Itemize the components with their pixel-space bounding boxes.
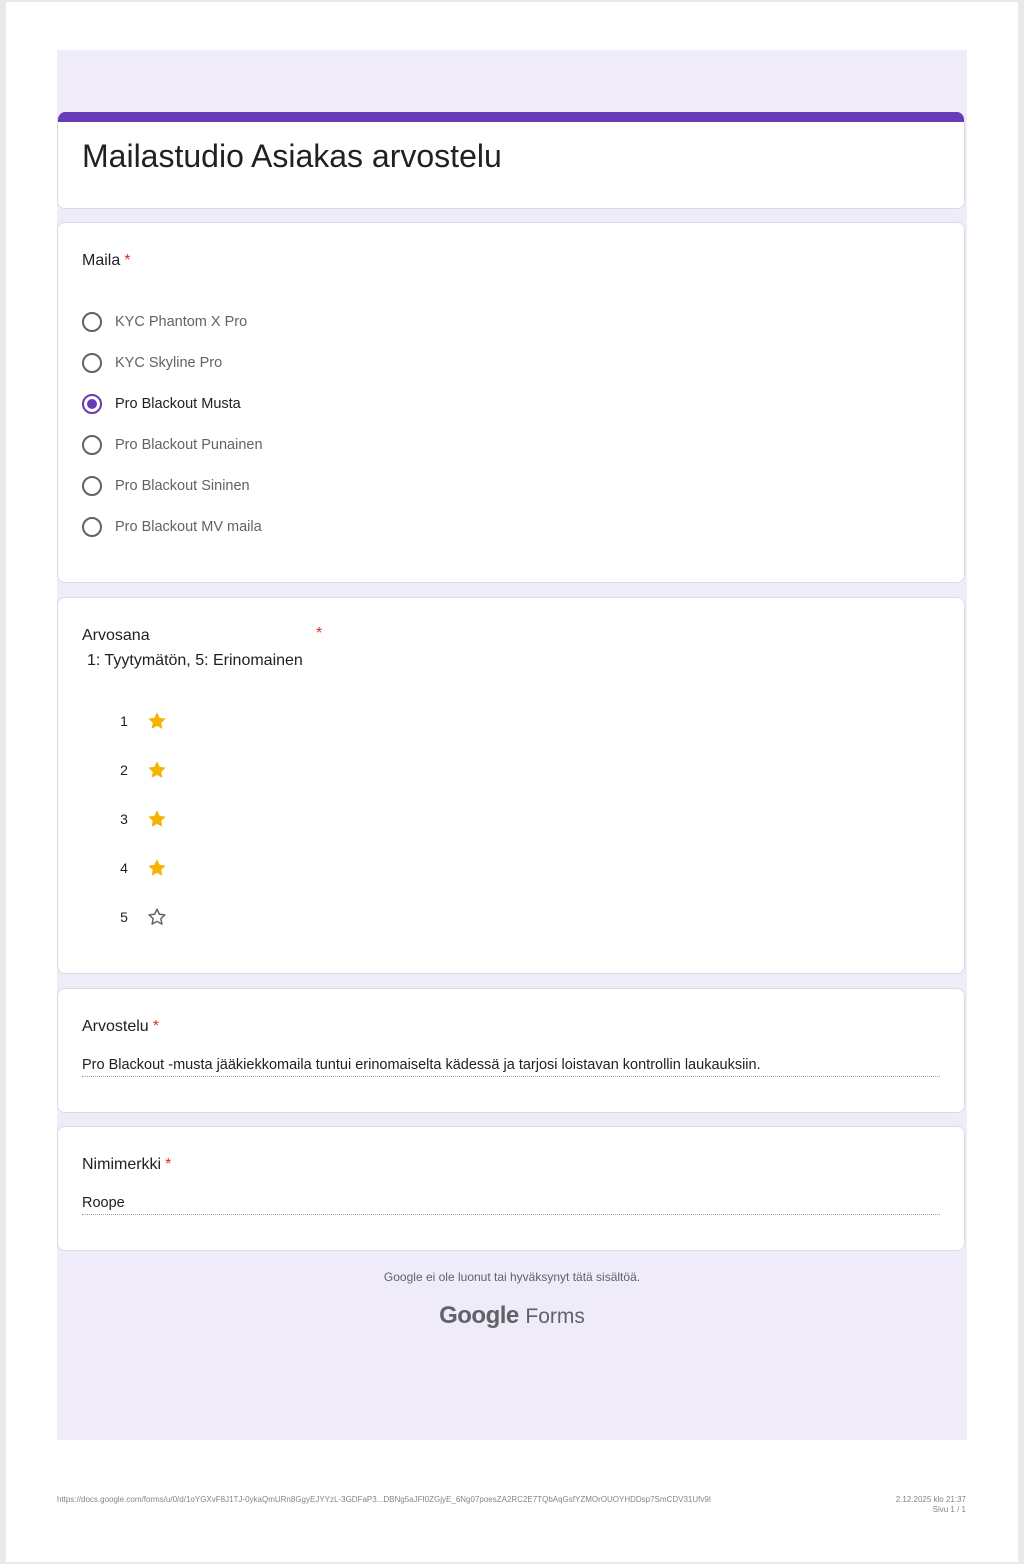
star-filled-icon[interactable] [146,808,168,830]
radio-option-pro-blackout-punainen[interactable] [82,433,263,457]
radio-option-label: Pro Blackout Sininen [115,478,250,494]
rating-option-3[interactable] [116,807,168,831]
rating-option-1[interactable] [116,709,168,733]
rating-number: 3 [120,811,128,827]
required-asterisk: * [165,1156,172,1173]
question-card-nimimerkki [57,1126,965,1251]
question-card-maila [57,222,965,583]
question-title [82,1156,171,1174]
radio-option-label: KYC Skyline Pro [115,355,223,371]
required-asterisk: * [316,625,323,642]
form-accent-bar [58,112,964,122]
question-title-text: Arvostelu [82,1018,149,1035]
required-asterisk: * [152,1018,159,1035]
radio-button-selected[interactable] [82,394,102,414]
star-filled-icon[interactable] [146,710,168,732]
radio-option-label: Pro Blackout MV maila [115,519,262,535]
answer-text-field[interactable]: Pro Blackout -musta jääkiekkomaila tuntui erinomaiselta kädessä ja tarjosi loistavan kontrollin laukauksiin. [82,1057,940,1077]
rating-option-2[interactable] [116,758,168,782]
footer-disclaimer: Google ei ole luonut tai hyväksynyt tätä sisältöä. [383,1270,641,1284]
print-url: https://docs.google.com/forms/u/0/d/1oYGXvF8J1TJ-0ykaQmURn8GgyEJYYzL-3GDFaP3...DBNg5aJFI0ZGjyE_6Ng07poesZA2RC2E7TQbAqGsfYZMOrOUOYHDDsp7SmCDV31Ufv9I [57,1495,712,1504]
radio-button[interactable] [82,476,102,496]
star-filled-icon[interactable] [146,759,168,781]
radio-button[interactable] [82,517,102,537]
radio-button[interactable] [82,353,102,373]
google-logo-text: Google [439,1302,519,1329]
print-date: 2.12.2025 klo 21:37 [895,1495,966,1504]
radio-option-pro-blackout-sininen[interactable] [82,474,250,498]
google-forms-logo[interactable] [57,1302,967,1330]
question-title [82,1018,159,1036]
question-card-arvosana [57,597,965,974]
form-title: Mailastudio Asiakas arvostelu [82,138,502,174]
radio-option-kyc-skyline-pro[interactable] [82,351,222,375]
rating-number: 2 [120,762,128,778]
rating-option-5[interactable] [116,905,168,929]
rating-number: 4 [120,860,128,876]
radio-option-label: Pro Blackout Punainen [115,437,263,453]
rating-number: 5 [120,909,128,925]
radio-option-pro-blackout-musta[interactable] [82,392,241,416]
star-filled-icon[interactable] [146,857,168,879]
question-title [82,252,130,270]
star-outline-icon[interactable] [146,906,168,928]
rating-option-4[interactable] [116,856,168,880]
required-asterisk: * [124,252,131,269]
forms-logo-text: Forms [525,1305,585,1328]
radio-option-label: KYC Phantom X Pro [115,314,248,330]
question-title-text: Arvosana [82,627,150,644]
question-title-text: Maila [82,252,121,269]
rating-number: 1 [120,713,128,729]
radio-option-label: Pro Blackout Musta [115,396,241,412]
radio-option-kyc-phantom-x-pro[interactable] [82,310,247,334]
radio-option-pro-blackout-mv-maila[interactable] [82,515,262,539]
question-card-arvostelu [57,988,965,1113]
print-date-block [896,1495,966,1515]
print-page-number: Sivu 1 / 1 [932,1505,966,1514]
question-description: 1: Tyytymätön, 5: Erinomainen [87,652,303,669]
radio-button[interactable] [82,435,102,455]
radio-button[interactable] [82,312,102,332]
answer-text-field[interactable]: Roope [82,1195,940,1215]
form-header-card [57,112,965,209]
question-title-text: Nimimerkki [82,1156,162,1173]
